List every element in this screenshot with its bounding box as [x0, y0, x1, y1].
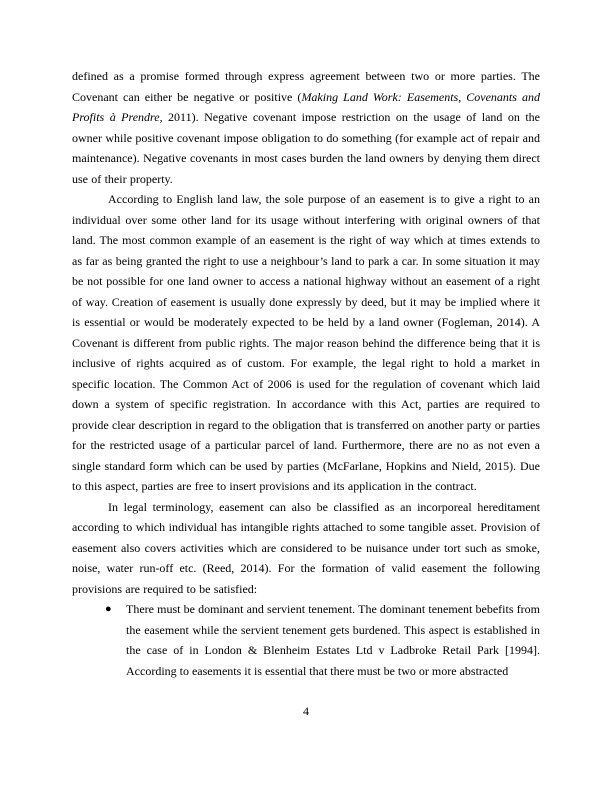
- list-item: [72, 599, 540, 681]
- paragraph-covenant-definition: [72, 66, 540, 189]
- cited-title: Making Land Work: Easements, Covenants and Profits à Prendre,: [72, 89, 540, 124]
- page-number: 4: [303, 704, 309, 718]
- list-item-text: There must be dominant and servient tenement. The dominant tenement bebefits from the easement while the servient tenement gets burdened. This aspect is established in the case of in London & Blenheim Estates Ltd v Ladbroke Retail Park [1994]. According to easements it is essential that there must be two or more abstracted: [126, 602, 540, 678]
- document-page: [72, 66, 540, 681]
- paragraph-easement-english-law: According to English land law, the sole purpose of an easement is to give a right to an individual over some other land for its usage without interfering with original owners of that land. The most common example of an easement is the right of way which at times extends to as far as being granted the right to use a neighbour’s land to park a car. In some situation it may be not possible for one land owner to access a national highway without an easement of a right of way. Creation of easement is usually done expressly by deed, but it may be implied where it is essential or would be moderately expected to be held by a land owner (Fogleman, 2014). A Covenant is different from public rights. The major reason behind the difference being that it is inclusive of rights acquired as of custom. For example, the legal right to hold a market in specific location. The Common Act of 2006 is used for the regulation of covenant which laid down a system of specific registration. In accordance with this Act, parties are required to provide clear description in regard to the obligation that is transferred on another party or parties for the restricted usage of a particular parcel of land. Furthermore, there are no as not even a single standard form which can be used by parties (McFarlane, Hopkins and Nield, 2015). Due to this aspect, parties are free to insert provisions and its application in the contract.: [72, 192, 541, 493]
- bullet-icon: ●: [105, 603, 112, 615]
- paragraph-text: 2011). Negative covenant impose restriction on the usage of land on the owner while positive covenant impose obligation to do something (for example act of repair and maintenance). Negative covenants in most cases burden the land owners by denying them direct use of their property.: [72, 110, 540, 186]
- paragraph-legal-terminology: In legal terminology, easement can also be classified as an incorporeal hereditament according to which individual has intangible rights attached to some tangible asset. Provision of easement also covers activities which are considered to be nuisance under tort such as smoke, noise, water run-off etc. (Reed, 2014). For the formation of valid easement the following provisions are required to be satisfied:: [72, 499, 540, 596]
- paragraph-text: defined as a promise formed through express agreement between two or more parties. The Covenant can either be negative or positive (: [72, 69, 540, 104]
- provisions-list: [72, 599, 540, 681]
